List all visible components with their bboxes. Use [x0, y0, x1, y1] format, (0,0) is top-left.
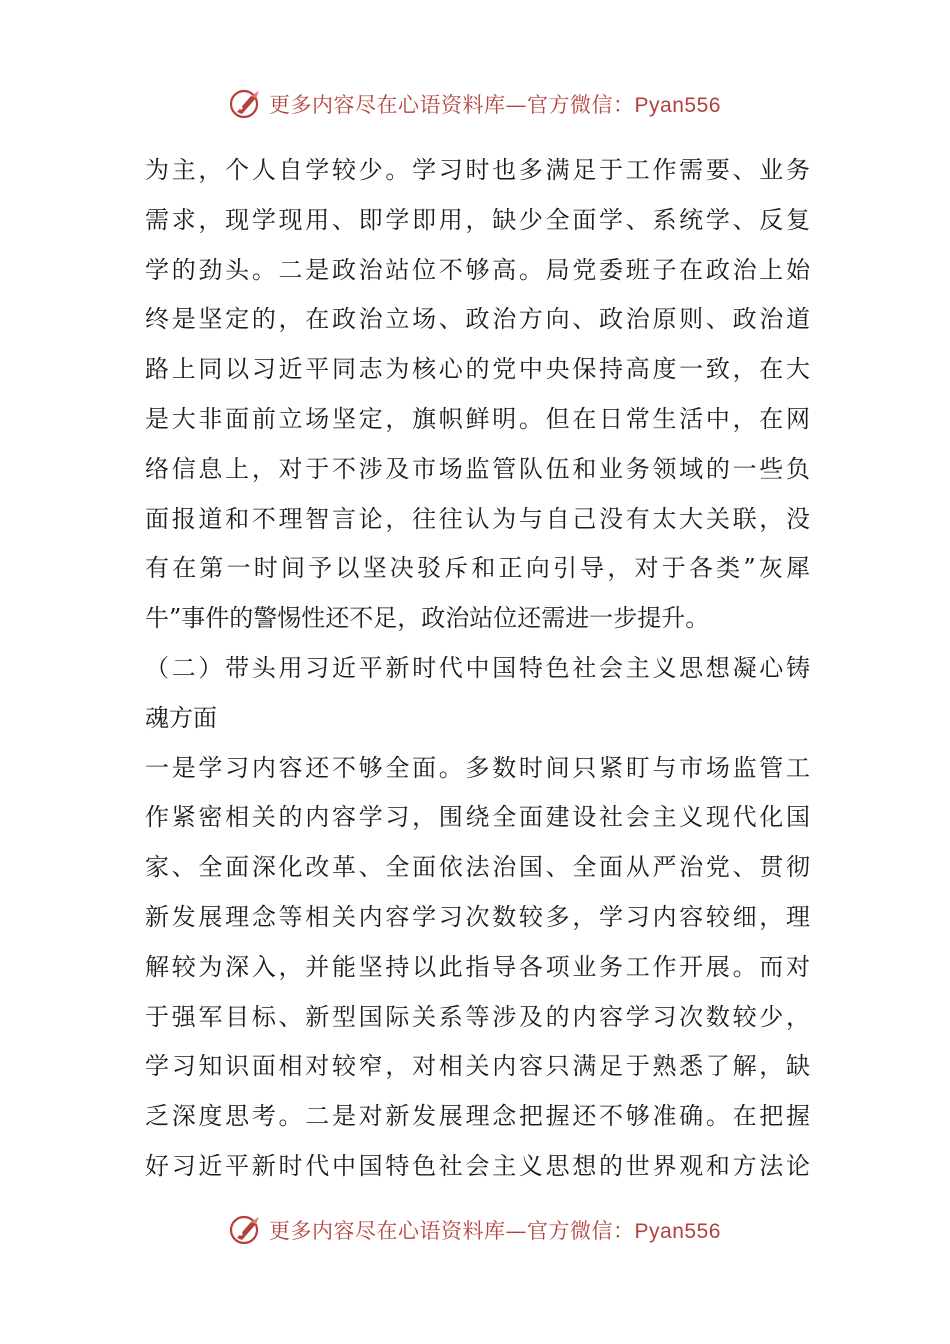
- text-line: 好习近平新时代中国特色社会主义思想的世界观和方法论: [145, 1151, 810, 1180]
- text-line: 路上同以习近平同志为核心的党中央保持高度一致，在大: [145, 355, 810, 384]
- banner-label: 更多内容尽在心语资料库—官方微信：: [269, 1219, 635, 1243]
- text-line: 魂方面: [145, 703, 217, 732]
- banner-text: [269, 1215, 721, 1245]
- banner-text: [269, 89, 721, 119]
- text-line: 于强军目标、新型国际关系等涉及的内容学习次数较少，: [145, 1002, 810, 1031]
- text-line: 络信息上，对于不涉及市场监管队伍和业务领域的一些负: [145, 454, 810, 483]
- text-line: 一是学习内容还不够全面。多数时间只紧盯与市场监管工: [145, 753, 810, 782]
- text-line: 需求，现学现用、即学即用，缺少全面学、系统学、反复: [145, 205, 810, 234]
- header-banner: [0, 82, 950, 126]
- footer-banner: [0, 1208, 950, 1252]
- text-line: 学的劲头。二是政治站位不够高。局党委班子在政治上始: [145, 255, 810, 284]
- wechat-id: Pyan556: [634, 1220, 721, 1243]
- wechat-id: Pyan556: [634, 94, 721, 117]
- text-line: （二）带头用习近平新时代中国特色社会主义思想凝心铸: [145, 653, 810, 682]
- pen-nib-circle-icon: [229, 1213, 263, 1247]
- text-line: 有在第一时间予以坚决驳斥和正向引导，对于各类”灰犀: [145, 554, 810, 583]
- text-line: 学习知识面相对较窄，对相关内容只满足于熟悉了解，缺: [145, 1052, 810, 1081]
- document-body: [145, 146, 810, 1192]
- text-line: 为主，个人自学较少。学习时也多满足于工作需要、业务: [145, 156, 810, 184]
- text-line: 终是坚定的，在政治立场、政治方向、政治原则、政治道: [145, 305, 810, 334]
- text-line: 解较为深入，并能坚持以此指导各项业务工作开展。而对: [145, 952, 810, 981]
- text-line: 牛”事件的警惕性还不足，政治站位还需进一步提升。: [145, 604, 710, 633]
- text-line: 新发展理念等相关内容学习次数较多，学习内容较细，理: [145, 902, 810, 931]
- text-line: 家、全面深化改革、全面依法治国、全面从严治党、贯彻: [145, 853, 810, 882]
- text-line: 面报道和不理智言论，往往认为与自己没有太大关联，没: [145, 504, 810, 533]
- pen-nib-circle-icon: [229, 87, 263, 121]
- text-line: 是大非面前立场坚定，旗帜鲜明。但在日常生活中，在网: [145, 404, 810, 433]
- text-line: 乏深度思考。二是对新发展理念把握还不够准确。在把握: [145, 1102, 810, 1131]
- banner-label: 更多内容尽在心语资料库—官方微信：: [269, 93, 635, 117]
- text-line: 作紧密相关的内容学习，围绕全面建设社会主义现代化国: [145, 803, 810, 832]
